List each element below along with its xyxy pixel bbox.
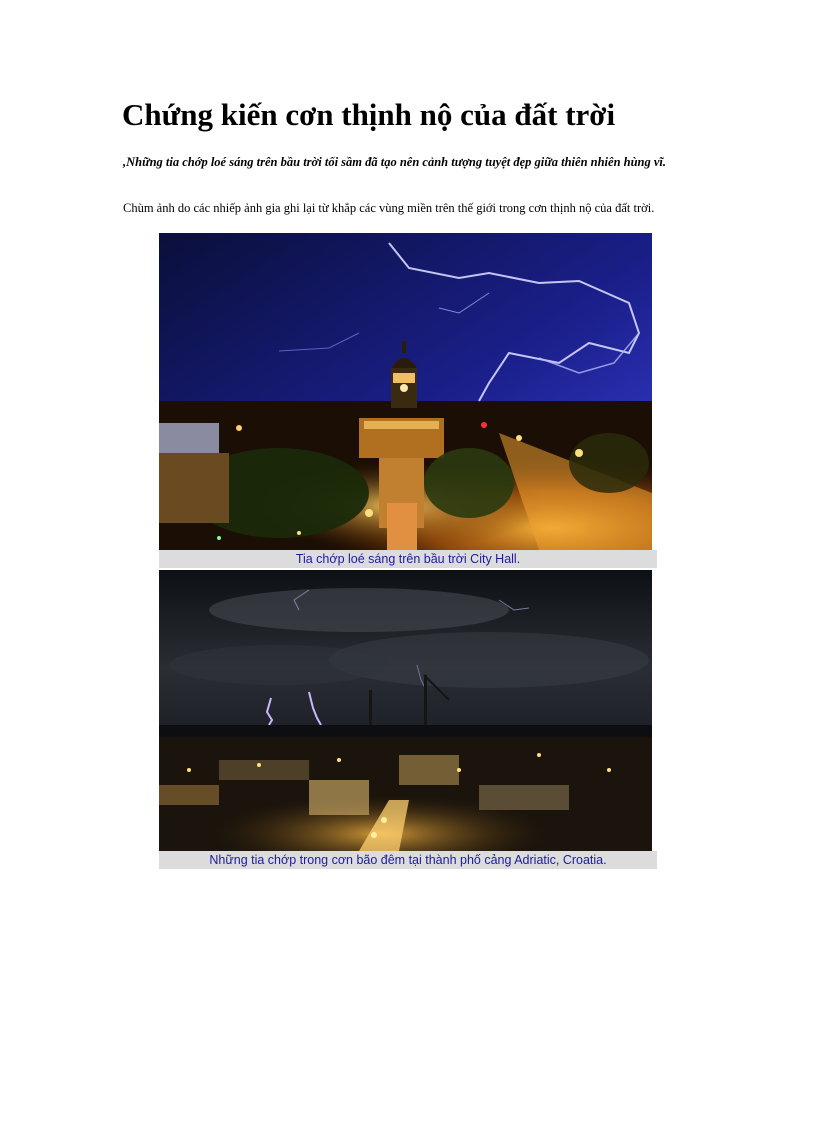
article-lead: ,Những tia chớp loé sáng trên bầu trời tối sầm đã tạo nên cảnh tượng tuyệt đẹp giữa thiên nhiên hùng vĩ.: [123, 155, 667, 169]
figure-caption: Tia chớp loé sáng trên bầu trời City Hall.: [159, 550, 657, 568]
figure-caption: Những tia chớp trong cơn bão đêm tại thành phố cảng Adriatic, Croatia.: [159, 851, 657, 869]
photo-port-city-lightning: [159, 570, 652, 851]
figure-city-hall: [159, 233, 657, 568]
figure-adriatic-port: [159, 570, 657, 869]
article-intro: Chùm ảnh do các nhiếp ảnh gia ghi lại từ khắp các vùng miền trên thế giới trong cơn thịnh nộ của đất trời.: [123, 201, 655, 215]
article-title: Chứng kiến cơn thịnh nộ của đất trời: [122, 97, 616, 132]
photo-city-hall-lightning: [159, 233, 652, 550]
